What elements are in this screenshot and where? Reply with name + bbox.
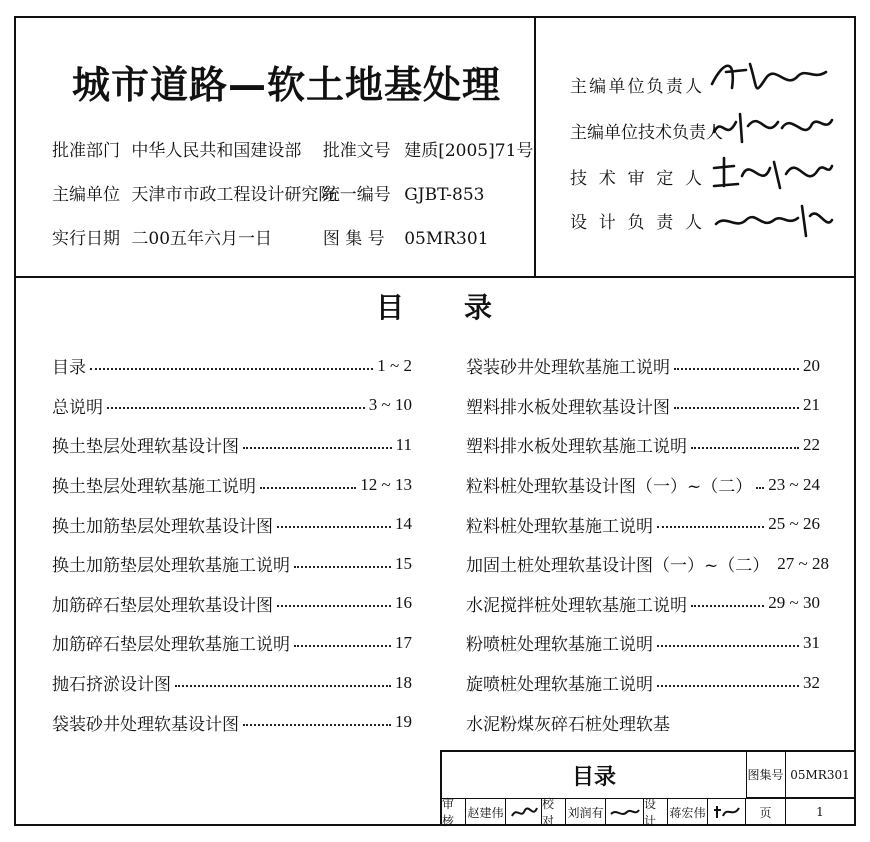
title-block-title: 目录 [442,752,747,799]
toc-entry-pages: 16 [395,593,412,613]
toc-heading: 目录 [376,291,553,324]
meta-value: GJBT-853 [404,185,485,205]
page-number: 1 [816,805,824,819]
atlas-number: 05MR301 [786,752,854,798]
toc-entry-title: 换土加筋垫层处理软基施工说明 [52,556,290,577]
meta-label: 统一编号 [322,185,391,205]
drawing-frame [14,16,856,826]
title-block [440,750,854,828]
toc-entry-title: 袋装砂井处理软基设计图 [52,714,239,735]
toc-entry-title: 粒料桩处理软基设计图（一）~（二） [466,477,753,498]
toc-entry-title: 目录 [52,358,86,379]
toc-left-column [52,346,412,742]
review-name: 赵建伟 [466,799,506,825]
toc-leader-dots [657,645,799,647]
signatory-row [570,208,702,233]
toc-entry [466,544,829,584]
toc-entry-pages: 17 [395,632,412,652]
toc-entry-title: 水泥粉煤灰碎石桩处理软基 [466,714,670,735]
toc-entry [52,465,412,505]
meta-label: 图 集 号 [322,229,385,249]
review-signature [506,799,542,825]
toc-entry-pages: 22 [803,434,820,454]
meta-row-approval [52,136,533,161]
toc-entry-title: 塑料排水板处理软基施工说明 [466,437,687,458]
toc-entry-pages: 32 [803,672,820,692]
toc-leader-dots [107,407,365,409]
toc-entry-title: 袋装砂井处理软基施工说明 [466,358,670,379]
signatory-role: 主编单位负责人 [570,77,702,97]
cover-header [16,18,854,278]
toc-entry-pages: 19 [395,712,412,732]
toc-entry-pages: 15 [395,553,412,573]
toc-entry-pages: 23 ~ 24 [768,474,820,494]
meta-value: 05MR301 [404,229,489,249]
toc-entry [52,623,412,663]
atlas-title: 城市道路—软土地基处理 [72,63,502,107]
toc-leader-dots [674,407,799,409]
toc-leader-dots [691,605,764,607]
handwritten-signature [710,146,834,196]
toc-leader-dots [260,487,356,489]
toc-leader-dots [277,605,391,607]
toc-leader-dots [657,685,799,687]
meta-row-editor [52,180,484,205]
toc-entry [466,504,820,544]
toc-entry [52,504,412,544]
toc-right-column [466,346,829,742]
meta-value: 建质[2005]71号 [404,141,534,161]
toc-entry-title: 总说明 [52,397,103,418]
toc-entry-title: 换土垫层处理软基施工说明 [52,477,256,498]
meta-value: 中华人民共和国建设部 [131,141,302,161]
toc-entry [466,702,820,742]
toc-entry-title: 加筋碎石垫层处理软基设计图 [52,595,273,616]
toc-leader-dots [294,566,391,568]
toc-entry [52,663,412,703]
toc-entry-title: 加固土桩处理软基设计图（一）~（二） [466,556,770,577]
toc-entry [466,584,820,624]
header-divider [534,18,536,276]
toc-entry-title: 换土加筋垫层处理软基设计图 [52,516,273,537]
toc-entry-pages: 27 ~ 28 [777,553,829,573]
toc-entry-pages: 11 [395,434,412,454]
toc-leader-dots [691,447,799,449]
toc-entry [52,425,412,465]
toc-entry [52,544,412,584]
design-name: 蒋宏伟 [668,799,708,825]
check-label: 校对 [542,799,566,825]
toc-leader-dots [277,526,391,528]
check-name: 刘润有 [566,799,606,825]
toc-entry-pages: 21 [803,395,820,415]
toc-entry [466,623,820,663]
toc-entry [52,346,412,386]
toc-entry-pages: 29 ~ 30 [768,593,820,613]
toc-entry-title: 旋喷桩处理软基施工说明 [466,675,653,696]
signatory-role: 主编单位技术负责人 [570,123,723,143]
title-block-approvals [442,797,854,828]
signatory-row [570,118,723,143]
toc-leader-dots [294,645,391,647]
toc-entry-pages: 18 [395,672,412,692]
toc-leader-dots [243,447,392,449]
meta-row-date [52,224,489,249]
toc-entry [466,465,820,505]
meta-value: 天津市市政工程设计研究院 [131,185,336,205]
signatory-row [570,72,702,97]
toc-entry [466,386,820,426]
review-label: 审核 [442,799,466,825]
meta-label: 实行日期 [52,229,120,249]
design-signature [708,799,746,825]
signatory-role: 设计负责人 [570,213,702,233]
toc-entry-title: 抛石挤淤设计图 [52,675,171,696]
handwritten-signature [708,102,836,150]
handwritten-signature [712,196,836,242]
design-label: 设计 [644,799,668,825]
toc-entry-pages: 31 [803,632,820,652]
toc-entry-title: 粉喷桩处理软基施工说明 [466,635,653,656]
meta-label: 主编单位 [52,185,120,205]
toc-entry-title: 换土垫层处理软基设计图 [52,437,239,458]
toc-leader-dots [90,368,373,370]
toc-leader-dots [674,368,799,370]
toc-entry [466,663,820,703]
atlas-number-label: 图集号 [746,752,786,798]
toc-entry [466,346,820,386]
toc-entry-pages: 3 ~ 10 [368,395,412,415]
toc-entry-title: 塑料排水板处理软基设计图 [466,397,670,418]
toc-leader-dots [756,487,764,489]
toc-leader-dots [175,685,391,687]
page-label: 页 [746,799,786,825]
meta-value: 二00五年六月一日 [131,229,273,249]
toc-entry [52,702,412,742]
signatory-row [570,164,702,189]
handwritten-signature [706,50,836,106]
toc-entry-pages: 20 [803,355,820,375]
check-signature [606,799,644,825]
toc-entry [466,425,820,465]
meta-label: 批准文号 [322,141,391,161]
toc-entry-title: 加筋碎石垫层处理软基施工说明 [52,635,290,656]
signatory-role: 技术审定人 [570,169,702,189]
toc-entry-title: 水泥搅拌桩处理软基施工说明 [466,595,687,616]
toc-entry [52,584,412,624]
toc-entry-pages: 25 ~ 26 [768,514,820,534]
meta-label: 批准部门 [52,141,120,161]
toc-entry-pages: 14 [395,514,412,534]
toc-entry-pages: 12 ~ 13 [360,474,412,494]
toc-leader-dots [243,724,391,726]
toc-entry-title: 粒料桩处理软基施工说明 [466,516,653,537]
toc-entry-pages: 1 ~ 2 [377,355,412,375]
toc-leader-dots [657,526,764,528]
toc-entry [52,386,412,426]
